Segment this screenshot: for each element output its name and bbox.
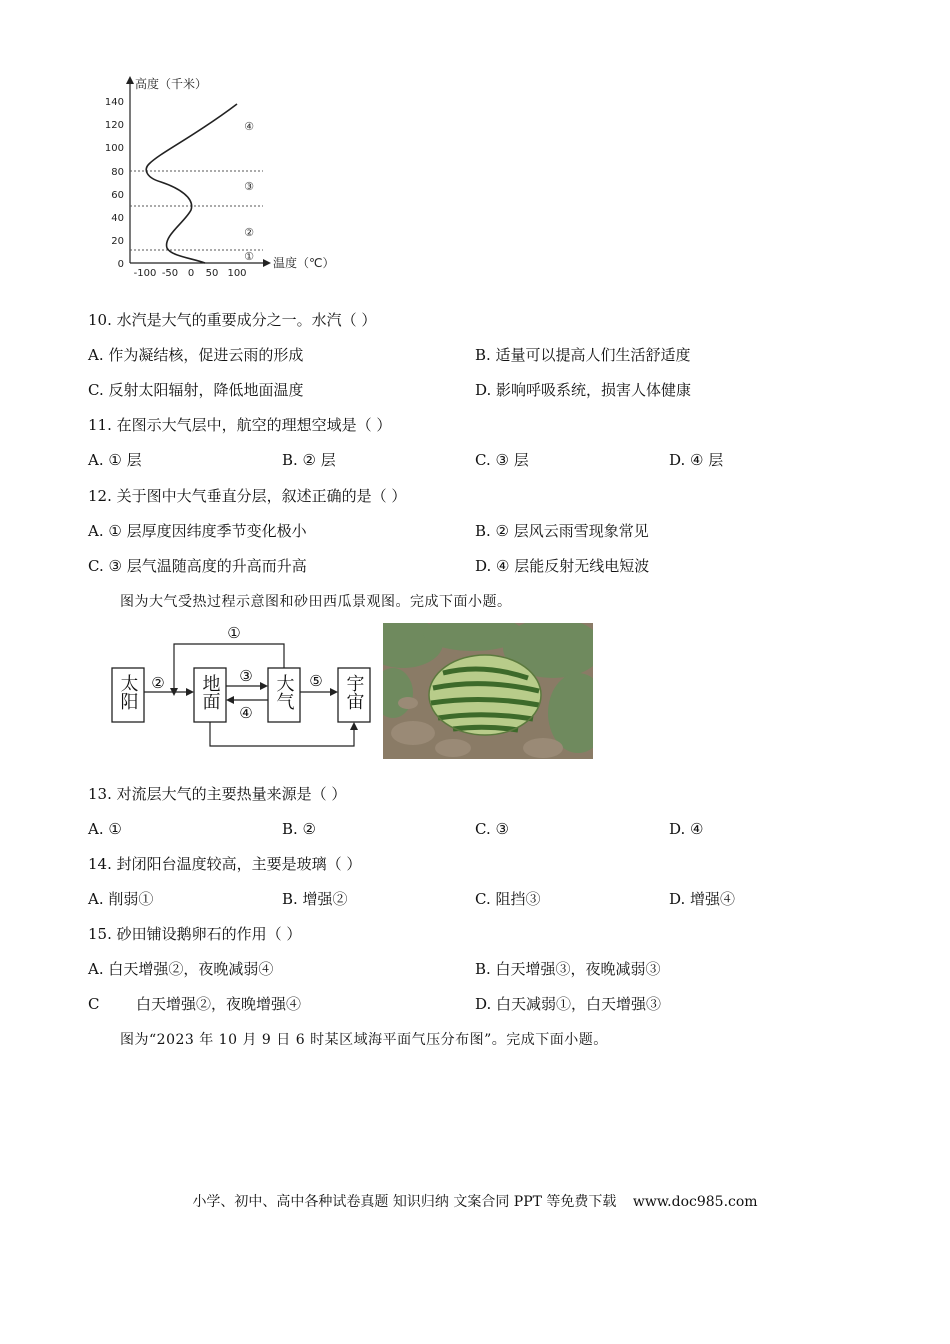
layer-label: ②	[244, 226, 254, 239]
q14-option-a: A. 削弱①	[88, 890, 154, 908]
section-intro-pressure: 图为“2023 年 10 月 9 日 6 时某区域海平面气压分布图”。完成下面小题。	[120, 1032, 608, 1048]
x-tick: -50	[161, 268, 179, 279]
arrowhead	[260, 682, 268, 690]
box-space-label: 宇宙	[343, 674, 365, 710]
q14-option-c: C. 阻挡③	[475, 890, 541, 908]
q10-stem: 10. 水汽是大气的重要成分之一。水汽（ ）	[88, 311, 377, 329]
q10-option-a: A. 作为凝结核，促进云雨的形成	[88, 346, 304, 364]
arrowhead	[226, 696, 234, 704]
y-tick: 80	[111, 167, 124, 178]
q15-option-d: D. 白天减弱①，白天增强③	[475, 995, 662, 1013]
arrowhead	[330, 688, 338, 696]
q13-stem: 13. 对流层大气的主要热量来源是（ ）	[88, 785, 347, 803]
y-tick: 140	[104, 97, 124, 108]
q12-option-b: B. ② 层风云雨雪现象常见	[475, 522, 649, 540]
q11-option-a: A. ① 层	[88, 451, 142, 469]
temperature-altitude-chart	[95, 70, 345, 280]
y-tick: 20	[111, 236, 124, 247]
footer-text: 小学、初中、高中各种试卷真题 知识归纳 文案合同 PPT 等免费下载	[192, 1194, 617, 1210]
ground-to-space-path	[210, 722, 354, 746]
arrow-3-label: ③	[239, 667, 253, 685]
x-axis-arrow	[263, 259, 271, 267]
q10-option-b: B. 适量可以提高人们生活舒适度	[475, 346, 691, 364]
y-tick: 60	[111, 190, 124, 201]
x-tick: 0	[187, 268, 195, 279]
q13-option-b: B. ②	[282, 820, 317, 838]
q11-option-b: B. ② 层	[282, 451, 336, 469]
q11-option-c: C. ③ 层	[475, 451, 529, 469]
q10-option-d: D. 影响呼吸系统，损害人体健康	[475, 381, 692, 399]
section-intro-heating: 图为大气受热过程示意图和砂田西瓜景观图。完成下面小题。	[120, 594, 512, 610]
q11-stem: 11. 在图示大气层中，航空的理想空域是（ ）	[88, 416, 392, 434]
y-tick: 40	[111, 213, 124, 224]
x-tick: 50	[205, 268, 219, 279]
q13-option-a: A. ①	[88, 820, 122, 838]
q10-option-c: C. 反射太阳辐射，降低地面温度	[88, 381, 304, 399]
page-footer	[0, 1191, 950, 1211]
box-sun-label: 太阳	[117, 674, 139, 710]
arrow-2-label: ②	[151, 674, 165, 692]
q14-option-d: D. 增强④	[669, 890, 736, 908]
q15-stem: 15. 砂田铺设鹅卵石的作用（ ）	[88, 925, 302, 943]
layer-label: ④	[244, 120, 254, 133]
layer-label: ①	[244, 250, 254, 263]
arrow-4-label: ④	[239, 704, 253, 722]
y-tick: 100	[104, 143, 124, 154]
q12-stem: 12. 关于图中大气垂直分层，叙述正确的是（ ）	[88, 487, 407, 505]
layer-label: ③	[244, 180, 254, 193]
y-axis-label: 高度（千米）	[135, 77, 208, 91]
arrow-1-label: ①	[227, 624, 241, 642]
arrow-5-label: ⑤	[309, 672, 323, 690]
x-tick: 100	[227, 268, 247, 279]
q13-option-c: C. ③	[475, 820, 509, 838]
footer-url[interactable]: www.doc985.com	[632, 1194, 758, 1210]
q14-stem: 14. 封闭阳台温度较高，主要是玻璃（ ）	[88, 855, 362, 873]
box-atmosphere-label: 大气	[273, 674, 295, 710]
q15-option-c: 白天增强②，夜晚增强④	[136, 995, 302, 1013]
q14-option-b: B. 增强②	[282, 890, 348, 908]
y-axis-arrow	[126, 76, 134, 84]
x-tick: -100	[133, 268, 157, 279]
arrowhead	[186, 688, 194, 696]
q12-option-c: C. ③ 层气温随高度的升高而升高	[88, 557, 307, 575]
q12-option-a: A. ① 层厚度因纬度季节变化极小	[88, 522, 307, 540]
y-tick: 120	[104, 120, 124, 131]
temperature-curve	[146, 104, 237, 263]
box-ground-label: 地面	[199, 674, 221, 710]
sand-field-watermelon-photo	[383, 623, 593, 759]
q15-option-a: A. 白天增强②，夜晚减弱④	[88, 960, 274, 978]
q15-option-c-letter: C	[88, 995, 100, 1013]
x-axis-label: 温度（℃）	[273, 256, 335, 270]
q13-option-d: D. ④	[669, 820, 704, 838]
y-tick: 0	[117, 259, 124, 270]
q11-option-d: D. ④ 层	[669, 451, 724, 469]
q12-option-d: D. ④ 层能反射无线电短波	[475, 557, 650, 575]
arrowhead	[350, 722, 358, 730]
atmospheric-heating-diagram	[108, 618, 378, 753]
q15-option-b: B. 白天增强③，夜晚减弱③	[475, 960, 661, 978]
